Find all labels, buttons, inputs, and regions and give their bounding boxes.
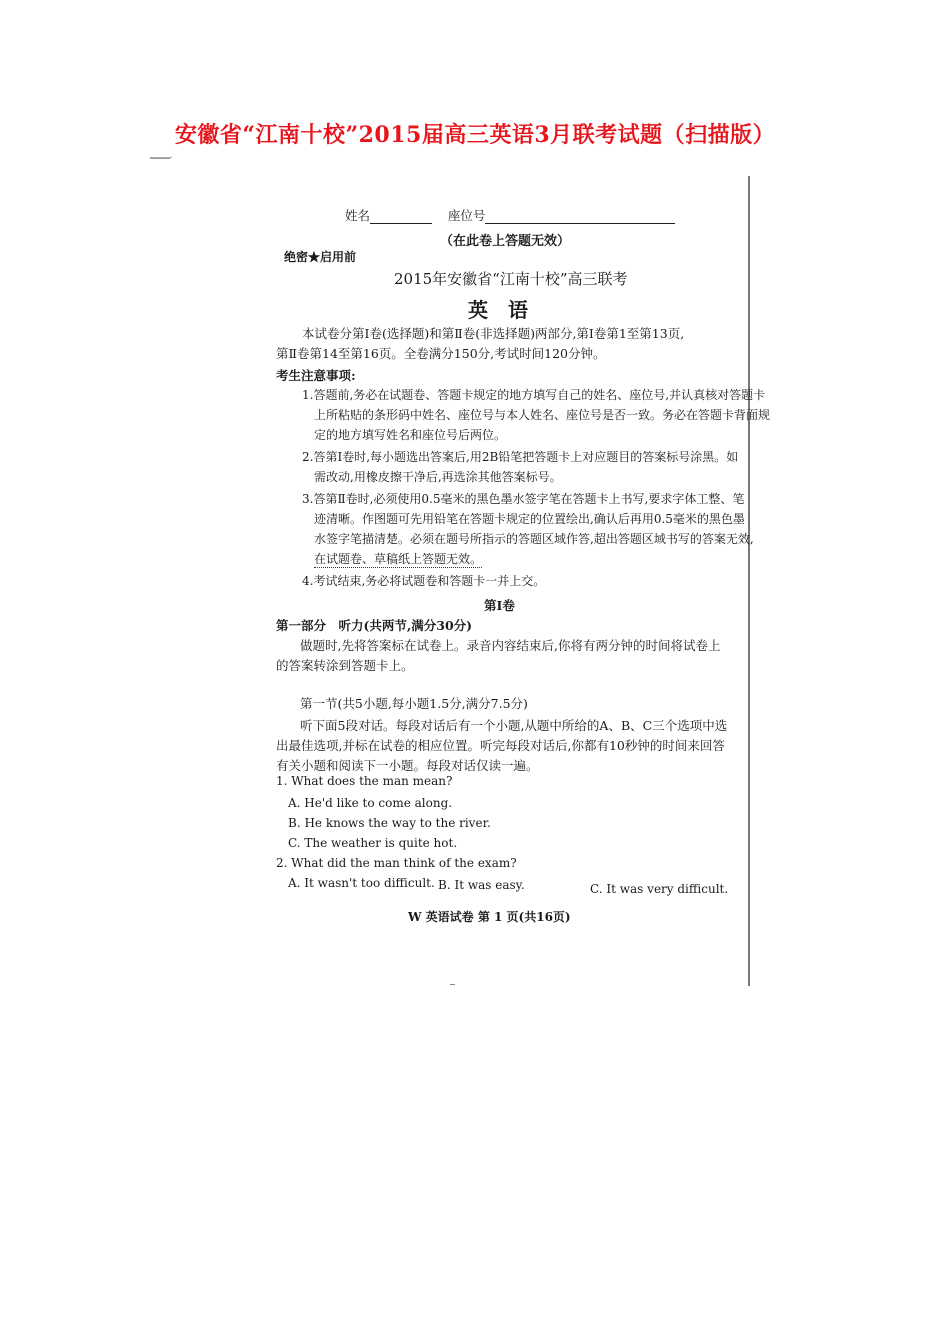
exam-title: 2015年安徽省“江南十校”高三联考: [394, 270, 628, 288]
section1-desc: 出最佳选项,并标在试卷的相应位置。听完每段对话后,你都有10秒钟的时间来回答: [276, 738, 725, 753]
part1-desc: 做题时,先将答案标在试卷上。录音内容结束后,你将有两分钟的时间将试卷上: [300, 638, 721, 653]
part1-heading: 第一部分 听力(共两节,满分30分): [276, 618, 473, 633]
page-footer: W 英语试卷 第 1 页(共16页): [408, 910, 571, 924]
intro-line-1: 本试卷分第Ⅰ卷(选择题)和第Ⅱ卷(非选择题)两部分,第Ⅰ卷第1至第13页,: [302, 326, 685, 341]
invalid-note: （在此卷上答题无效）: [440, 234, 571, 249]
section1-desc: 听下面5段对话。每段对话后有一个小题,从题中所给的A、B、C三个选项中选: [300, 718, 728, 733]
notice-line: 3.答第Ⅱ卷时,必须使用0.5毫米的黑色墨水签字笔在答题卡上书写,要求字体工整、笔: [302, 492, 745, 506]
section1-heading: 第一节(共5小题,每小题1.5分,满分7.5分): [300, 696, 528, 711]
question-1: 1. What does the man mean?: [276, 774, 453, 788]
seat-label: 座位号: [447, 208, 486, 223]
q2-option-c: C. It was very difficult.: [590, 882, 729, 896]
scan-margin-mark: [150, 157, 172, 158]
scanned-exam-page: [150, 158, 771, 988]
scan-edge-right: [748, 176, 750, 986]
notice-line: 水签字笔描清楚。必须在题号所指示的答题区域作答,超出答题区域书写的答案无效,: [314, 532, 754, 546]
page-title: 安徽省“江南十校”2015届高三英语3月联考试题（扫描版）: [174, 122, 776, 148]
notice-line: 需改动,用橡皮擦干净后,再选涂其他答案标号。: [314, 470, 562, 484]
notice-heading: 考生注意事项:: [276, 368, 356, 383]
volume-heading: 第Ⅰ卷: [484, 598, 515, 613]
scan-edge-top: [150, 158, 170, 159]
name-field: [345, 206, 675, 224]
notice-line: 迹清晰。作图题可先用铅笔在答题卡规定的位置绘出,确认后再用0.5毫米的黑色墨: [314, 512, 745, 526]
question-2: 2. What did the man think of the exam?: [276, 856, 517, 870]
part1-desc: 的答案转涂到答题卡上。: [276, 658, 414, 673]
intro-line-2: 第Ⅱ卷第14至第16页。全卷满分150分,考试时间120分钟。: [276, 346, 606, 361]
q1-option-c: C. The weather is quite hot.: [288, 836, 458, 850]
notice-line: 4.考试结束,务必将试题卷和答题卡一并上交。: [302, 574, 546, 588]
q2-option-b: B. It was easy.: [438, 878, 525, 892]
notice-line: 定的地方填写姓名和座位号后两位。: [314, 428, 507, 442]
subject-title: 英 语: [468, 298, 528, 322]
q1-option-a: A. He'd like to come along.: [288, 796, 453, 810]
scan-mark: [450, 984, 455, 985]
q2-option-a: A. It wasn't too difficult.: [288, 876, 435, 890]
secret-label: 绝密★启用前: [284, 250, 357, 264]
notice-line: 在试题卷、草稿纸上答题无效。: [314, 552, 483, 566]
notice-line: 1.答题前,务必在试题卷、答题卡规定的地方填写自己的姓名、座位号,并认真核对答题卡: [302, 388, 766, 402]
name-label: 姓名: [345, 208, 371, 223]
section1-desc: 有关小题和阅读下一小题。每段对话仅读一遍。: [276, 758, 539, 773]
notice-line: 2.答第Ⅰ卷时,每小题选出答案后,用2B铅笔把答题卡上对应题目的答案标号涂黑。如: [302, 450, 739, 464]
q1-option-b: B. He knows the way to the river.: [288, 816, 491, 830]
notice-line: 上所粘贴的条形码中姓名、座位号与本人姓名、座位号是否一致。务必在答题卡背面规: [314, 408, 771, 422]
